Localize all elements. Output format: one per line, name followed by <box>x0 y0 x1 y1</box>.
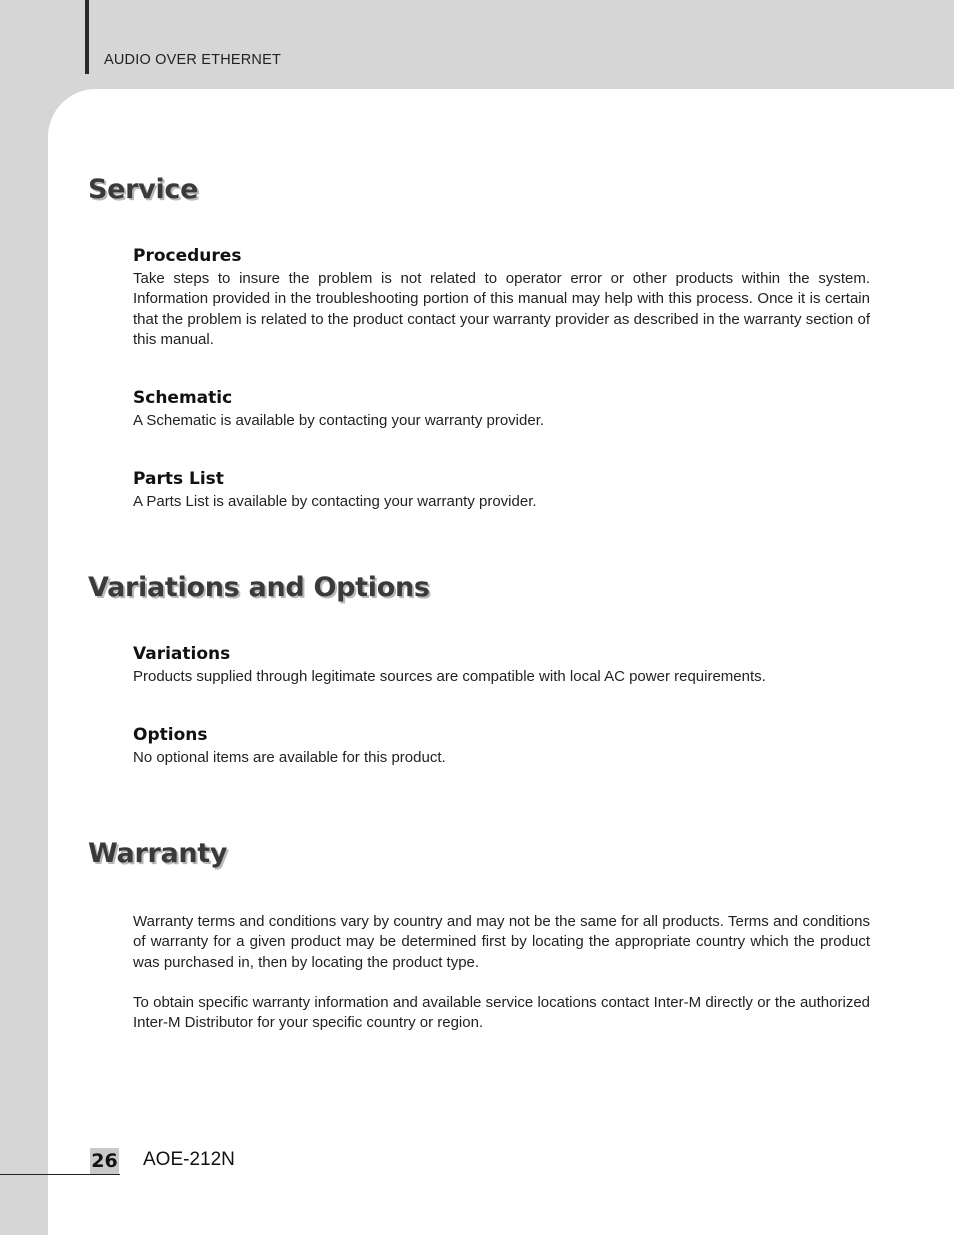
procedures-text: Take steps to insure the problem is not related to operator error or other products within the system. Information provided in the troubleshooting portion of this manual may help with this process. Once it is certain that the problem is related to the product contact your warranty provider as described in the warranty section of this manual. <box>133 270 870 348</box>
warranty-paragraph-1: Warranty terms and conditions vary by country and may not be the same for all products. Terms and conditions of warranty for a given product may be determined first by locating the appropriate country which the product was purchased in, then by locating the product type. <box>133 913 870 971</box>
parts-list-text: A Parts List is available by contacting your warranty provider. <box>133 493 537 510</box>
header-bar <box>85 0 89 74</box>
options-text: No optional items are available for this product. <box>133 749 446 766</box>
procedures-heading: Procedures <box>133 246 242 266</box>
schematic-heading: Schematic <box>133 388 233 408</box>
options-heading: Options <box>133 725 208 745</box>
parts-list-heading: Parts List <box>133 469 224 489</box>
warranty-heading: Warranty <box>88 838 228 869</box>
service-heading: Service <box>88 174 199 205</box>
variations-heading: Variations <box>133 644 231 664</box>
warranty-paragraph-2: To obtain specific warranty information and available service locations contact Inter-M directly or the authorized Inter-M Distributor for your specific country or region. <box>133 994 870 1032</box>
variations-text: Products supplied through legitimate sources are compatible with local AC power requirements. <box>133 668 766 685</box>
page-number: 26 <box>91 1150 118 1172</box>
model-name: AOE-212N <box>143 1149 235 1170</box>
footer-rule <box>0 1174 120 1175</box>
running-header: AUDIO OVER ETHERNET <box>104 52 282 68</box>
schematic-text: A Schematic is available by contacting your warranty provider. <box>133 412 545 429</box>
variations-options-heading: Variations and Options <box>88 572 430 603</box>
